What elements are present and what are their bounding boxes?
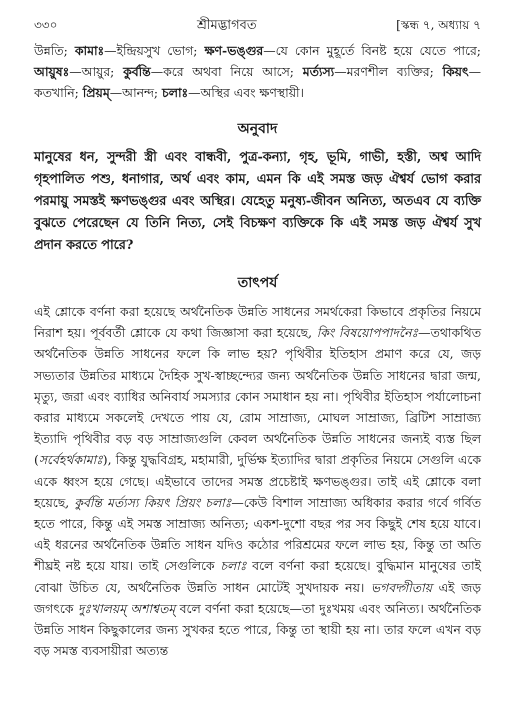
word-term: কিয়ৎ	[442, 64, 469, 79]
word-term: কামাঃ	[74, 43, 105, 58]
purport-quote: সর্বেহর্থকামাঃ	[38, 452, 103, 468]
page-header	[34, 16, 481, 40]
word-term: কুর্বন্তি	[123, 64, 151, 79]
word-meaning-text: —যে কোন মুহূর্তে বিনষ্ট হয়ে যেতে পারে;	[263, 43, 481, 58]
purport-quote: ভগবদ্গীতায়	[370, 579, 432, 595]
word-term: আয়ুষঃ	[34, 64, 70, 79]
purport-text	[34, 301, 481, 661]
purport-quote: দুঃখালয়ম্ অশাশ্বতম্	[77, 600, 176, 616]
word-meaning-text: —অস্থির এবং ক্ষণস্থায়ী।	[188, 85, 304, 100]
word-term: ক্ষণ-ভঙ্গুর	[204, 43, 264, 58]
purport-segment: —তথাকথিত অর্থনৈতিক উন্নতি সাধনের ফলে কি লাভ হয়? পৃথিবীর ইতিহাস প্রমাণ করে যে, জড় সভ্যতার উন্নতির মাধ্যমে দৈহিক সুখ-স্বাচ্ছন্দ্যের জন্য অর্থনৈতিক উন্নতি সাধনের দ্বারা জন্ম, মৃত্যু, জরা এবং ব্যাধির অনিবার্য সমস্যার কোন সমাধান হয় না। পৃথিবীর ইতিহাস পর্যালোচনা করার মাধ্যমে সকলেই দেখতে পায় যে, রোম সাম্রাজ্য, মোঘল সাম্রাজ্য, ব্রিটিশ সাম্রাজ্য ইত্যাদি পৃথিবীর বড় বড় সাম্রাজ্যগুলি কেবল অর্থনৈতিক উন্নতি সাধনের জন্যই ব্যস্ত ছিল (	[34, 325, 481, 468]
chapter-reference: [স্কন্ধ ৭, অধ্যায় ৭	[396, 18, 481, 32]
purport-segment: ), কিন্তু যুদ্ধবিগ্রহ, মহামারী, দুর্ভিক্ষ ইত্যাদির দ্বারা প্রকৃতির নিয়মে সেগুলি একে একে ধ্বংস হয়ে গেছে। এইভাবে তাদের সমস্ত প্রচেষ্টাই ক্ষণভঙ্গুর। তাই এই শ্লোকে বলা হয়েছে,	[34, 452, 481, 510]
book-title: শ্রীমদ্ভাগবত	[196, 18, 257, 33]
translation-heading: অনুবাদ	[237, 121, 278, 137]
word-meanings	[34, 40, 481, 103]
purport-segment: বলে বর্ণনা করা হয়েছে—তা দুঃখময় এবং অনিত্য। অর্থনৈতিক উন্নতি সাধন কিছুকালের জন্য সুখকর হতে পারে, কিন্তু তা স্থায়ী হয় না। তার ফলে এখন বড় বড় সমস্ত ব্যবসায়ীরা অত্যন্ত	[34, 600, 481, 659]
translation-text: মানুষের ধন, সুন্দরী স্ত্রী এবং বান্ধবী, পুত্র-কন্যা, গৃহ, ভূমি, গাভী, হস্তী, অশ্ব আদি গৃহপালিত পশু, ধনাগার, অর্থ এবং কাম, এমন কি এই সমস্ত জড় ঐশ্বর্য ভোগ করার পরমায়ু সমস্তই ক্ষণভঙ্গুর এবং অস্থির। যেহেতু মনুষ্য-জীবন অনিত্য, অতএব যে ব্যক্তি বুঝতে পেরেছেন যে তিনি নিত্য, সেই বিচক্ষণ ব্যক্তিকে কি এই সমস্ত জড় ঐশ্বর্য সুখ প্রদান করতে পারে?	[34, 150, 481, 253]
word-term: মর্ত্যস্য	[302, 64, 335, 79]
word-meaning-text: —মরণশীল ব্যক্তির;	[334, 64, 443, 79]
purport-quote: কিং বিষয়োপপাদনৈঃ	[316, 325, 419, 341]
purport-quote: চলাঃ	[220, 558, 247, 574]
word-meaning-text: —ইন্দ্রিয়সুখ ভোগ;	[104, 43, 205, 58]
word-meaning-text: —করে অথবা নিয়ে আসে;	[150, 64, 303, 79]
purport-segment: বলে বর্ণনা করা হয়েছে। বুদ্ধিমান মানুষের তাই বোঝা উচিত যে, অর্থনৈতিক উন্নতি সাধন মোটেই সুখদায়ক নয়।	[34, 558, 481, 595]
purport-segment: এই শ্লোকে বর্ণনা করা হয়েছে অর্থনৈতিক উন্নতি সাধনের সমর্থকেরা কিভাবে প্রকৃতির নিয়মে নিরাশ হয়। পূর্ববর্তী শ্লোকে যে কথা জিজ্ঞাসা করা হয়েছে,	[34, 304, 481, 341]
purport-segment: —কেউ বিশাল সাম্রাজ্য অধিকার করার গর্বে গর্বিত হতে পারে, কিন্তু এই সমস্ত সাম্রাজ্য অনিত্য; একশ-দুশো বছর পর সব কিছুই শেষ হয়ে যাবে। এই ধরনের অর্থনৈতিক উন্নতি সাধন যদিও কঠোর পরিশ্রমের ফলে লাভ হয়, কিন্তু তা অতি শীঘ্রই নষ্ট হয়ে যায়। তাই সেগুলিকে	[34, 494, 481, 574]
word-meaning-text: —কতখানি;	[34, 64, 481, 100]
purport-segment: এই জড় জগৎকে	[34, 579, 481, 616]
word-meaning-text: —আনন্দ;	[109, 85, 163, 100]
word-meaning-text: —আয়ুর;	[69, 64, 124, 79]
word-term: প্রিয়ম্	[82, 85, 110, 100]
word-meaning-text: উন্নতি;	[34, 43, 75, 58]
purport-quote: কুর্বন্তি মর্ত্যস্য কিয়ৎ প্রিয়ং চলাঃ	[74, 494, 232, 510]
page-number: ৩৩০	[34, 18, 58, 32]
purport-heading: তাৎপর্য	[237, 275, 278, 291]
word-term: চলাঃ	[162, 85, 189, 100]
